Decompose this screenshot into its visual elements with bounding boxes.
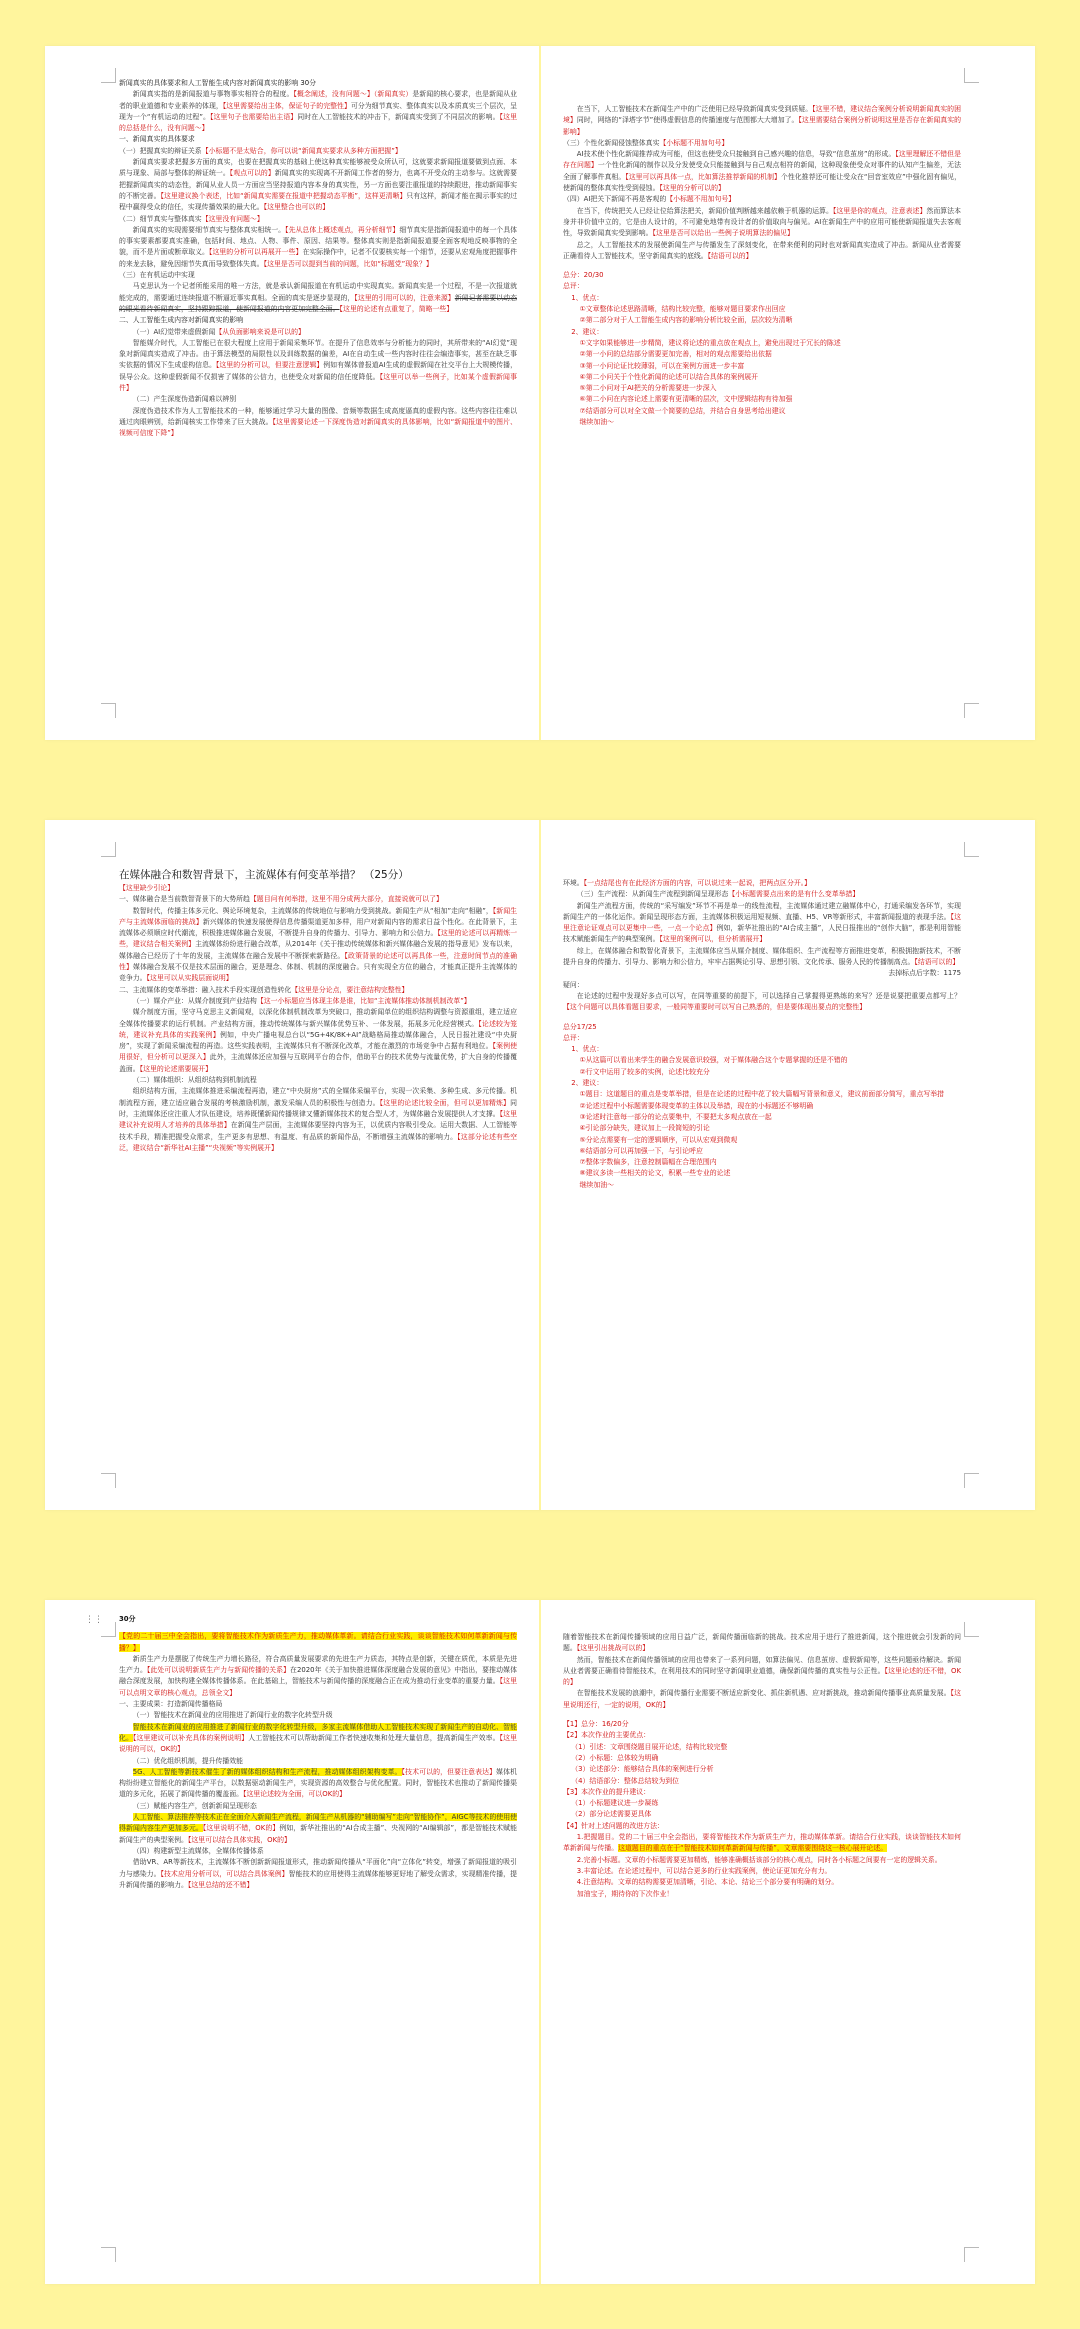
score: 总分：20/30 (563, 271, 604, 280)
text: 智能技术的应用使得主流媒体能够更好地了解受众需求，实现精准传播，提升新闻传播的影响力。 (119, 1869, 517, 1889)
subheading: （二）细节真实与整体真实 (119, 214, 202, 223)
teacher-comment: 【这里的引用可以的，注意来源】 (354, 293, 455, 302)
text: 媒体融合发展不仅是技术层面的融合，更是理念、体制、机制的深度融合。只有实现全方位的融合，才能真正提升主流媒体的竞争力。 (119, 963, 517, 983)
teacher-comment: 【小标题不用加句号】 (666, 195, 736, 204)
text: 综上，在媒体融合和数智化背景下，主流媒体应当从媒介制度、媒体组织、生产流程等方面推进变革，积极拥抱新技术，不断提升自身的传播力、引导力、影响力和公信力，牢牢占据舆论引导、思想引领、文化传承、服务人民的传播制高点。 (563, 946, 961, 967)
teacher-comment: 【这里可以举一些例子，比如某个虚假新闻事件】 (119, 372, 517, 393)
teacher-comment: 【案例使用很好，但分析可以更深入】 (119, 1042, 517, 1062)
text: 新闻真实指的是新闻报道与事物事实相符合的程度。 (132, 90, 294, 99)
page-text (563, 1632, 961, 2254)
text: 同时，网络的“泽塔字节”使得虚假信息的传播速度与范围都大大增加了。 (576, 116, 799, 125)
teacher-comment: 【这里说明不错，OK的】 (202, 1824, 280, 1833)
page-right (541, 820, 1035, 1510)
pros-label: 1、优点： (571, 1045, 604, 1054)
pros-item: ①文章整体论述思路清晰，结构比较完整，能够对题目要求作出回应 (579, 305, 786, 314)
subheading: （三）个性化新闻侵蚀整体真实 (563, 138, 660, 147)
struck-text: 新闻记者需要以动态的眼光看待新闻真实，坚持跟踪报道，使新闻报道的内容更加完整全面。 (119, 293, 517, 313)
crop-mark (964, 842, 979, 857)
text: 深度伪造技术作为人工智能技术的一种，能够通过学习大量的图像、音频等数据生成高度逼真的虚假内容。这些内容往往难以通过肉眼辨别，给新闻核实工作带来了巨大挑战。 (119, 406, 517, 426)
teacher-comment: 【这里可以从实践层面说明】 (146, 974, 233, 983)
text: 马克思认为一个记者所能采用的唯一方法，就是承认新闻报道在有机运动中实现真实。新闻真实是一个过程，不是一次报道就能完成的，需要通过连续报道不断逼近事实真相。全面的真实是逐步显现的， (119, 282, 517, 302)
teacher-comment: 【这里需要结合案例分析说明这里是否存在新闻真实的影响】 (563, 116, 961, 136)
text: 同时，主流媒体还应注重人才队伍建设，培养既懂新闻传播规律又懂新媒体技术的复合型人才，为媒体融合发展提供人才支撑。 (119, 1098, 517, 1118)
teacher-comment: 【这里的分析可以再展开一些】 (208, 248, 303, 257)
cons-item: ⑤分论点需要有一定的逻辑顺序，可以从宏观到微观 (579, 1135, 738, 1144)
text: 在当下，传统把关人已经让位给算法把关，新闻价值判断越来越依赖于机器的运算。 (576, 206, 833, 215)
cons-label: 2、建议： (571, 327, 604, 336)
text: 一个性化新闻的制作以及分发使受众只能接触到与自己观点相符的新闻，这种现象使受众对事件的认知产生偏差，无法全面了解事件真相。 (563, 161, 961, 181)
text: 例如，中央广播电视总台以“5G+4K/8K+AI”战略格局推动媒体融合，人民日报社建设“中央厨房”，实现了新闻采编流程的再造。这些实践表明，主流媒体只有不断深化改革，才能在激烈的市场竞争中占据有利地位。 (119, 1030, 517, 1051)
teacher-comment: 【这里说明的可以，OK的】 (119, 1733, 517, 1754)
crop-mark (964, 2247, 979, 2262)
score: 【1】总分：16/20分 (563, 1720, 629, 1729)
strength-item: （1）引述：文章围绕题目展开论述，结构比较完整 (571, 1742, 728, 1751)
drag-handle-icon[interactable]: ⋮⋮ (85, 1615, 103, 1625)
subheading: （四）构建新型主流媒体，全媒体传播体系 (132, 1846, 264, 1855)
teacher-comment: 【这里建议补充说明人才培养的具体举措】 (119, 1109, 517, 1130)
text: 主流媒体纷纷进行融合改革，从2014年《关于推动传统媒体和新兴媒体融合发展的指导意见》发布以来，媒体融合已经历了十年的发展，主流媒体在融合发展中不断探索新路径。 (119, 940, 517, 960)
subheading: （三）赋能内容生产，创新新闻呈现形态 (132, 1801, 257, 1810)
subheading: （一）把握真实的辩证关系 (119, 146, 202, 155)
strength-item: （3）论述部分：能够结合具体的案例进行分析 (571, 1765, 714, 1774)
cons-item: ⑦整体字数偏多，注意控制篇幅在合理范围内 (579, 1158, 717, 1167)
text: 总之，人工智能技术的发展使新闻生产与传播发生了深刻变化，在带来便利的同时也对新闻真实造成了冲击。新闻从业者需要正确看待人工智能技术，坚守新闻真实的底线。 (563, 240, 961, 260)
teacher-comment: 【这里是分论点，要注意结构完整性】 (291, 985, 409, 994)
question-label: 疑问： (563, 980, 584, 989)
cons-item: ⑤第二小问对于AI把关的分析需要进一步深入 (579, 384, 717, 393)
text: 新闻生产流程方面，传统的“采写编发”环节不再是单一的线性流程，主流媒体通过建立融媒体中心，打通采编发各环节，实现新闻生产的一体化运作。新闻呈现形态方面，主流媒体积极运用短视频、直播、H5、VR等新形式，丰富新闻报道的表现手法。 (563, 901, 961, 921)
teacher-comment: 【这里论述较为全面，可以OK的】 (243, 1790, 346, 1799)
pros-item: ②行文中运用了较多的实例，论述比较充分 (579, 1067, 710, 1076)
text: 新兴媒体的快速发展使得信息传播渠道更加多样，用户对新闻内容的需求日益个性化。在此背景下，主流媒体必须顺应时代潮流，积极推进媒体融合发展，不断提升自身的传播力、引导力、影响力和公信力。 (119, 917, 517, 938)
text: 然而，智能技术在新闻传播领域的应用也带来了一系列问题，如算法偏见、信息茧房、虚假新闻等，这些问题亟待解决。新闻从业者需要正确看待智能技术，在利用技术的同时坚守新闻职业道德，确保新闻传播的真实性与公正性。 (563, 1655, 961, 1675)
section-heading: 一、媒体融合是当前数智背景下的大势所趋 (119, 895, 250, 904)
teacher-comment: 【论述较为笼统，建议补充具体的实践案例】 (119, 1019, 517, 1039)
text: 是新闻的核心要求，也是新闻从业者的职业道德和专业素养的体现， (119, 90, 517, 110)
summary-label: 总评： (563, 282, 584, 291)
cons-item: ③第一小问论证比较薄弱，可以在案例方面进一步丰富 (579, 361, 745, 370)
question-highlight: 【党的二十届三中全会指出，要将智能技术作为新质生产力，推动媒体革新。请结合行业实践，谈谈智能技术如何革新新闻与传播？】 (119, 1632, 517, 1652)
text: 数智时代，传播主体多元化、舆论环境复杂，主流媒体的传统地位与影响力受到挑战。新闻生产从“相加”走向“相融”， (132, 906, 493, 915)
teacher-comment: 【政策背景的论述可以再具体一些，注意时间节点的准确性】 (119, 951, 517, 972)
closing-remark: 加油宝子，期待你的下次作业！ (576, 1889, 674, 1898)
closing-remark: 继续加油～ (579, 1180, 614, 1189)
teacher-comment: 【这里句子也需要给出主语】 (210, 112, 298, 121)
improvement-text: 2.完善小标题。文章的小标题需要更加精炼，能够准确概括该部分的核心观点，同时各小标题之间要有一定的逻辑关系。 (576, 1855, 942, 1864)
text: 媒体机构纷纷建立智能化的新闻生产平台，以数据驱动新闻生产，实现资源的高效整合与优化配置。同时，智能技术也推动了新闻传播渠道的多元化，拓展了新闻传播的覆盖面。 (119, 1767, 517, 1799)
cons-item: ⑥结语部分可以再加强一下，与引论呼应 (579, 1146, 703, 1155)
text: 可分为细节真实、整体真实以及本质真实三个层次，呈现为一个“有机运动的过程”。 (119, 101, 517, 121)
crop-mark (964, 1622, 979, 1637)
text: 新闻真实的实现需要细节真实与整体真实相统一。 (132, 225, 286, 234)
text: 在智能技术发展的浪潮中，新闻传播行业需要不断适应新变化、抓住新机遇、应对新挑战，推动新闻传播事业高质量发展。 (576, 1689, 951, 1698)
cons-item: ②第一小问的总结部分需要更加完善，相对的观点需要给出依据 (579, 350, 772, 359)
cons-item: ①文字如果能够进一步精简，建议将论述的重点放在观点上，避免出现过于冗长的陈述 (579, 338, 841, 347)
closing-remark: 继续加油～ (579, 418, 614, 427)
cons-item: ⑧建议多读一些相关的论文，积累一些专业的论述 (579, 1169, 731, 1178)
crop-mark (101, 1622, 116, 1637)
improvement-text: 3.丰富论述。在论述过程中，可以结合更多的行业实践案例，使论证更加充分有力。 (576, 1866, 832, 1875)
teacher-comment: 【这一小标题应当体现主体是谁，比如“主流媒体推动体制机制改革”】 (256, 996, 471, 1005)
teacher-comment: 【这里的案例可以，但分析需展开】 (659, 935, 767, 944)
subheading: （三）生产流程：从新闻生产流程到新闻呈现形态 (576, 890, 729, 899)
crop-mark (101, 703, 116, 718)
teacher-comment: 【这里说明还行，一定的说明，OK的】 (563, 1689, 961, 1709)
page-left (45, 820, 539, 1510)
text: 只有这样，新闻才能在揭示事实的过程中赢得受众的信任，实现传播效果的最大化。 (119, 191, 517, 212)
suggestion-item: （2）部分论述需要更具体 (571, 1810, 652, 1819)
suggestion-item: （1）小标题建议进一步凝练 (571, 1799, 659, 1808)
summary-label: 总评： (563, 1033, 584, 1042)
crop-mark (101, 68, 116, 83)
cons-label: 2、建议： (571, 1079, 604, 1088)
text: 媒介制度方面，坚守马克思主义新闻观，以深化体制机制改革为突破口，推动新闻单位的组织结构调整与资源重组，建立适应全媒体传播要求的运行机制。产业结构方面，推动传统媒体与新兴媒体优势互补、一体发展，拓展多元化经营模式。 (119, 1008, 517, 1028)
cons-item: ④引论部分缺失，建议加上一段简短的引论 (579, 1124, 710, 1133)
text: 借助VR、AR等新技术，主流媒体不断创新新闻报道形式，推动新闻传播从“平面化”向“立体化”转变，增强了新闻报道的吸引力与感染力。 (119, 1858, 517, 1878)
subheading: （二）产生深度伪造新闻难以辨别 (132, 395, 237, 404)
text: 随着智能技术在新闻传播领域的应用日益广泛，新闻传播面临新的挑战。技术应用于进行了推进新闻，这个推进就会引发新的问题。 (563, 1633, 961, 1653)
teacher-comment: 【这里理解还不错但是存在问题】 (563, 150, 961, 170)
text: 例如，新华社推出的“AI合成主播”、央视网的“AI编辑部”，都是智能技术赋能新闻生产的典型案例。 (119, 1824, 517, 1844)
teacher-comment: 【这里引出挑战可以的】 (576, 1644, 650, 1653)
highlighted-text: 智能技术在新闻业的应用推进了新闻行业的数字化转型升级，多家主流媒体借助人工智能技术实现了新闻生产的自动化、智能化。 (119, 1722, 517, 1742)
text: AI技术使个性化新闻推荐成为可能，但这也使受众只接触到自己感兴趣的信息，导致“信息茧房”的形成。 (576, 150, 896, 159)
page-right (541, 1600, 1035, 2284)
text: 智能媒介时代，人工智能已在很大程度上应用于新闻采集环节。在提升了信息效率与分析能力的同时，其所带来的“AI幻觉”现象对新闻真实造成了冲击。由于算法模型的局限性以及训练数据的偏差，AI在自动生成一些内容时往往会编造事实，甚至在缺乏事实依据的情况下生成虚构信息。 (119, 338, 517, 370)
crop-mark (964, 703, 979, 718)
text: 新质生产力是摆脱了传统生产力增长路径，符合高质量发展要求的先进生产力质态，其特点是创新，关键在质优，本质是先进生产力。 (119, 1654, 517, 1675)
teacher-comment: 【这里的论述比较全面，但可以更加精炼】 (379, 1098, 511, 1107)
page-left (45, 46, 539, 740)
teacher-comment: 【技术可以的，但要注意表达】 (401, 1767, 497, 1776)
cons-item: ⑦结语部分可以对全文做一个简要的总结，并结合自身思考给出建议 (579, 406, 786, 415)
text: 在2020年《关于加快推进媒体深度融合发展的意见》中指出，要推动媒体融合深度发展，加快构建全媒体传播体系。在此基础上，智能技术与新闻传播的深度融合正在成为推动行业变革的重要力量。 (119, 1666, 517, 1686)
improvement-text: 4.注意结构。文章的结构需要更加清晰，引论、本论、结论三个部分要有明确的划分。 (576, 1878, 839, 1887)
pros-item: ②第二部分对于人工智能生成内容的影响分析比较全面，层次较为清晰 (579, 316, 793, 325)
essay-title: 新闻真实的具体要求和人工智能生成内容对新闻真实的影响 30分 (119, 79, 317, 87)
teacher-comment: 【小标题不是太贴合，你可以说“新闻真实要求从多种方面把握”】 (201, 146, 402, 155)
teacher-comment: 【题目问有何举措，这里不用分成两大部分，直接说就可以了】 (249, 895, 443, 904)
crop-mark (964, 68, 979, 83)
highlighted-text: 5G、人工智能等新技术催生了新的媒体组织结构和生产流程，推动媒体组织架构变革。 (132, 1767, 402, 1776)
page-text (563, 878, 961, 1480)
text: 组织结构方面，主流媒体推进采编流程再造，建立“中央厨房”式的全媒体采编平台，实现一次采集、多种生成、多元传播。机制流程方面，建立适应融合发展的考核激励机制，激发采编人员的积极性与创造力。 (119, 1087, 517, 1107)
teacher-comment: 【这里建议可以补充具体的案例说明】 (132, 1733, 249, 1742)
text: 此外，主流媒体还应加强与互联网平台的合作，借助平台的技术优势与流量优势，扩大自身的传播覆盖面。 (119, 1053, 517, 1073)
subheading: （一）媒介产业：从媒介制度到产业结构 (132, 996, 257, 1005)
page-text (119, 78, 517, 710)
pros-item: ①从这篇可以看出来学生的融合发展意识较强，对于媒体融合这个专题掌握的还是不错的 (579, 1056, 848, 1065)
teacher-comment: 【先从总体上概述观点，再分析细节】 (285, 225, 400, 234)
score: 总分17/25 (563, 1022, 597, 1031)
crop-mark (101, 2247, 116, 2262)
subheading: （二）优化组织机制，提升传播效能 (132, 1756, 244, 1765)
teacher-comment: 【小标题需要点出来的是有什么变革举措】 (728, 890, 860, 899)
teacher-comment: 【一点结尾也有在此经济方面的内容，可以说过来一起说，把两点区分开。】 (583, 879, 812, 887)
highlighted-text: 这道题目的重点在于“智能技术如何革新新闻与传播”，文章需要围绕这一核心展开论述。 (618, 1844, 888, 1853)
page-left (45, 1600, 539, 2284)
teacher-comment: 【这里需要给出主体，保证句子的完整性】 (222, 101, 351, 110)
teacher-comment: 【这里是你的观点，注意表述】 (832, 206, 927, 215)
teacher-comment: 【这里需要论述一下深度伪造对新闻真实的具体影响，比如“新闻报道中的图片、视频可信度下降”】 (119, 417, 517, 438)
subheading: （一）AI幻觉带来虚假新闻 (132, 327, 216, 336)
teacher-comment: 【这里不错，建议结合案例分析说明新闻真实的困境】 (563, 105, 961, 125)
teacher-comment: 【概念阐述，没有问题～】（新闻真实） (293, 90, 413, 99)
section-heading: 一、新闻真实的具体要求 (119, 135, 195, 144)
teacher-comment: 【这里是否可以给出一些例子说明算法的偏见】 (652, 229, 794, 238)
subheading: （二）媒体组织：从组织结构到机制流程 (132, 1076, 257, 1085)
teacher-comment: 【观点可以的】 (229, 169, 275, 178)
text: 同时在人工智能技术的冲击下，新闻真实受到了不同层次的影响。 (297, 112, 500, 121)
teacher-comment: 【这里的总括是什么，没有问题～】 (119, 112, 517, 133)
strength-item: （4）结语部分：整体总结较为到位 (571, 1776, 680, 1785)
strength-item: （2）小标题：总体较为明确 (571, 1753, 659, 1762)
suggestions-heading: 【3】本次作业的提升建议： (563, 1787, 651, 1796)
cons-item: ④第二小问关于个性化新闻的论述可以结合具体的案例展开 (579, 372, 758, 381)
text: 在新闻生产层面，主流媒体要坚持内容为王，以优质内容吸引受众。运用大数据、人工智能等技术手段，精准把握受众需求，生产更多有思想、有温度、有品质的新闻作品，不断增强主流媒体的影响力。 (119, 1121, 517, 1141)
page-text (119, 868, 517, 1480)
teacher-comment: 【这里的论述可以再精炼一些，建议结合相关案例】 (119, 929, 517, 949)
highlighted-text: 人工智能、算法推荐等技术正在全面介入新闻生产流程，新闻生产从机器的“辅助编写”走向“智能协作”，AIGC等技术的使用使得新闻内容生产更加多元。 (119, 1813, 517, 1833)
cons-item: ③论述时注意每一部分的论点要集中，不要把太多观点放在一起 (579, 1112, 772, 1121)
cons-item: ②论述过程中小标题需要体现变革的主体以及举措，现在的小标题还不够明确 (579, 1101, 814, 1110)
student-question: 在论述的过程中发现好多点可以写，在同等重要的前提下，可以选择自己掌握得更熟练的来写？还是说要把重要点都写上？ (576, 991, 961, 1000)
text: 个性化推荐还可能让受众在“回音室效应”中强化固有偏见，使新闻的整体真实性受到侵蚀。 (563, 172, 961, 193)
section-heading: 二、主流媒体的变革举措：融入技术手段实现创造性转化 (119, 985, 292, 994)
teacher-comment: 【这里是否可以提到当前的问题，比如“标题党”现象？】 (263, 259, 433, 268)
document-spread-2 (45, 820, 1035, 1510)
text: 例如有媒体曾报道AI生成的虚假新闻在社交平台上大规模传播，误导公众。这种虚假新闻不仅损害了媒体的公信力，也使受众对新闻的信任度降低。 (119, 361, 517, 381)
teacher-comment: 【这里的分析可以的】 (659, 184, 725, 193)
cons-item: ⑥第二小问在内容论述上需要有更清晰的层次，文中逻辑结构有待加强 (579, 395, 793, 404)
teacher-comment: 【这里缺少引论】 (119, 884, 175, 892)
teacher-comment: 【这里的分析可以，但要注意逻辑】 (215, 361, 324, 370)
text: 然而算法本身并非价值中立的，它是由人设计的，不可避免地带有设计者的价值取向与偏见。AI在新闻生产中的应用可能使新闻报道失去客观性，导致新闻真实受到影响。 (563, 206, 961, 238)
teacher-comment: 【结语可以的】 (914, 958, 960, 967)
text: 人工智能技术可以帮助新闻工作者快速收集和处理大量信息，提高新闻生产效率。 (248, 1733, 500, 1742)
subheading: （一）智能技术在新闻业的应用推进了新闻行业的数字化转型升级 (132, 1711, 333, 1720)
improvement-heading: 【4】针对上述问题的改进方法： (563, 1821, 664, 1830)
teacher-comment: 【这里可以再具体一点，比如算法推荐新闻的机制】 (625, 172, 781, 181)
crop-mark (964, 1473, 979, 1488)
teacher-comment: 【这部分论述有些空泛，建议结合“新华社AI主播”“央视频”等实例展开】 (119, 1132, 517, 1152)
page-text (563, 104, 961, 710)
word-count: 去掉标点后字数：1175 (888, 969, 961, 978)
teacher-comment: 【这里可以点明文章的核心观点，总领全文】 (119, 1677, 517, 1697)
page-text (119, 1614, 517, 2254)
teacher-comment: 【这里论述的还不错，OK的】 (563, 1666, 961, 1687)
teacher-comment: 【此处可以说明新质生产力与新闻传播的关系】 (146, 1666, 291, 1675)
teacher-comment: 【这里的论述需要展开】 (139, 1064, 213, 1073)
teacher-comment: 【结语可以的】 (707, 251, 753, 260)
text: 环境。 (563, 879, 584, 887)
document-spread-1 (45, 46, 1035, 740)
teacher-comment: 【这个问题可以具体看题目要求，一般同等重要时可以写自己熟悉的，但是要体现出要点的完整性】 (563, 1003, 867, 1012)
crop-mark (101, 842, 116, 857)
improvement-text: 1.把握题目。党的二十届三中全会指出，要将智能技术作为新质生产力，推动媒体革新。请结合行业实践，谈谈智能技术如何革新新闻与传播。 (563, 1833, 961, 1853)
page-right (541, 46, 1035, 740)
teacher-comment: 【这里整合也可以的】 (263, 203, 330, 212)
teacher-comment: 【技术应用分析可以，可以结合具体案例】 (160, 1869, 289, 1878)
text: 新闻真实要求把握多方面的真实，也要在把握真实的基础上使这种真实能够被受众所认可，这就要求新闻报道要做到点面、本质与现象、局部与整体的辩证统一。 (119, 158, 517, 178)
text: 细节真实是指新闻报道中的每一个具体的事实要素都要真实准确，包括时间、地点、人物、事件、原因、结果等。整体真实则是指新闻报道要全面客观地反映事物的全貌，而不是片面或断章取义。 (119, 225, 517, 257)
text: 在实际操作中，记者不仅要核实每一个细节，还要从宏观角度把握事件的来龙去脉，避免因细节失真而导致整体失真。 (119, 248, 517, 268)
essay-title: 在媒体融合和数智背景下，主流媒体有何变革举措？ （25分） (119, 869, 409, 881)
teacher-comment: 【这里注意论证观点可以更集中一些，一点一个论点】 (563, 912, 961, 933)
text: 例如，新华社推出的“AI合成主播”，人民日报推出的“创作大脑”，都是利用智能技术赋能新闻生产的典型案例。 (563, 924, 961, 944)
text: 新闻真实的实现离不开新闻工作者的努力，也离不开受众的主动参与。这就需要把握新闻真实的动态性，新闻从业人员一方面应当坚持报道内容本身的真实性，另一方面也要注重报道的持续跟进，推动新闻事实的不断完善。 (119, 169, 517, 200)
strengths-heading: 【2】本次作业的主要优点： (563, 1731, 651, 1740)
section-heading: 二、人工智能生成内容对新闻真实的影响 (119, 316, 244, 325)
teacher-comment: 【这里的论述有点重复了，简略一些】 (339, 304, 454, 313)
teacher-comment: 【这里建议换个表述，比如“新闻真实需要在报道中把握动态平衡”，这样更清晰】 (160, 191, 407, 200)
pros-label: 1、优点： (571, 293, 604, 302)
teacher-comment: 【这里没有问题～】 (201, 214, 264, 223)
document-spread-3 (45, 1600, 1035, 2284)
teacher-comment: 【这里可以结合具体实践，OK的】 (187, 1835, 291, 1844)
teacher-comment: 【小标题不用加句号】 (659, 138, 729, 147)
teacher-comment: 【这里总结的还不错】 (187, 1880, 254, 1889)
teacher-comment: 【新闻生产与主流媒体面临的挑战】 (119, 906, 517, 926)
page-score: 30分 (119, 1615, 136, 1623)
teacher-comment: 【从负面影响来说是可以的】 (215, 327, 305, 336)
crop-mark (101, 1473, 116, 1488)
subheading: （四）AI把关下新闻不再是客观的 (563, 195, 667, 204)
subheading: （三）在有机运动中实现 (119, 271, 195, 280)
section-heading: 一、主要成果：打造新闻传播格局 (119, 1700, 223, 1709)
cons-item: ①题目：这道题目的重点是变革举措，但是在论述的过程中花了较大篇幅写背景和意义，建议前面部分简写，重点写举措 (579, 1090, 945, 1099)
text: 在当下，人工智能技术在新闻生产中的广泛使用已经导致新闻真实受到质疑。 (576, 105, 813, 113)
